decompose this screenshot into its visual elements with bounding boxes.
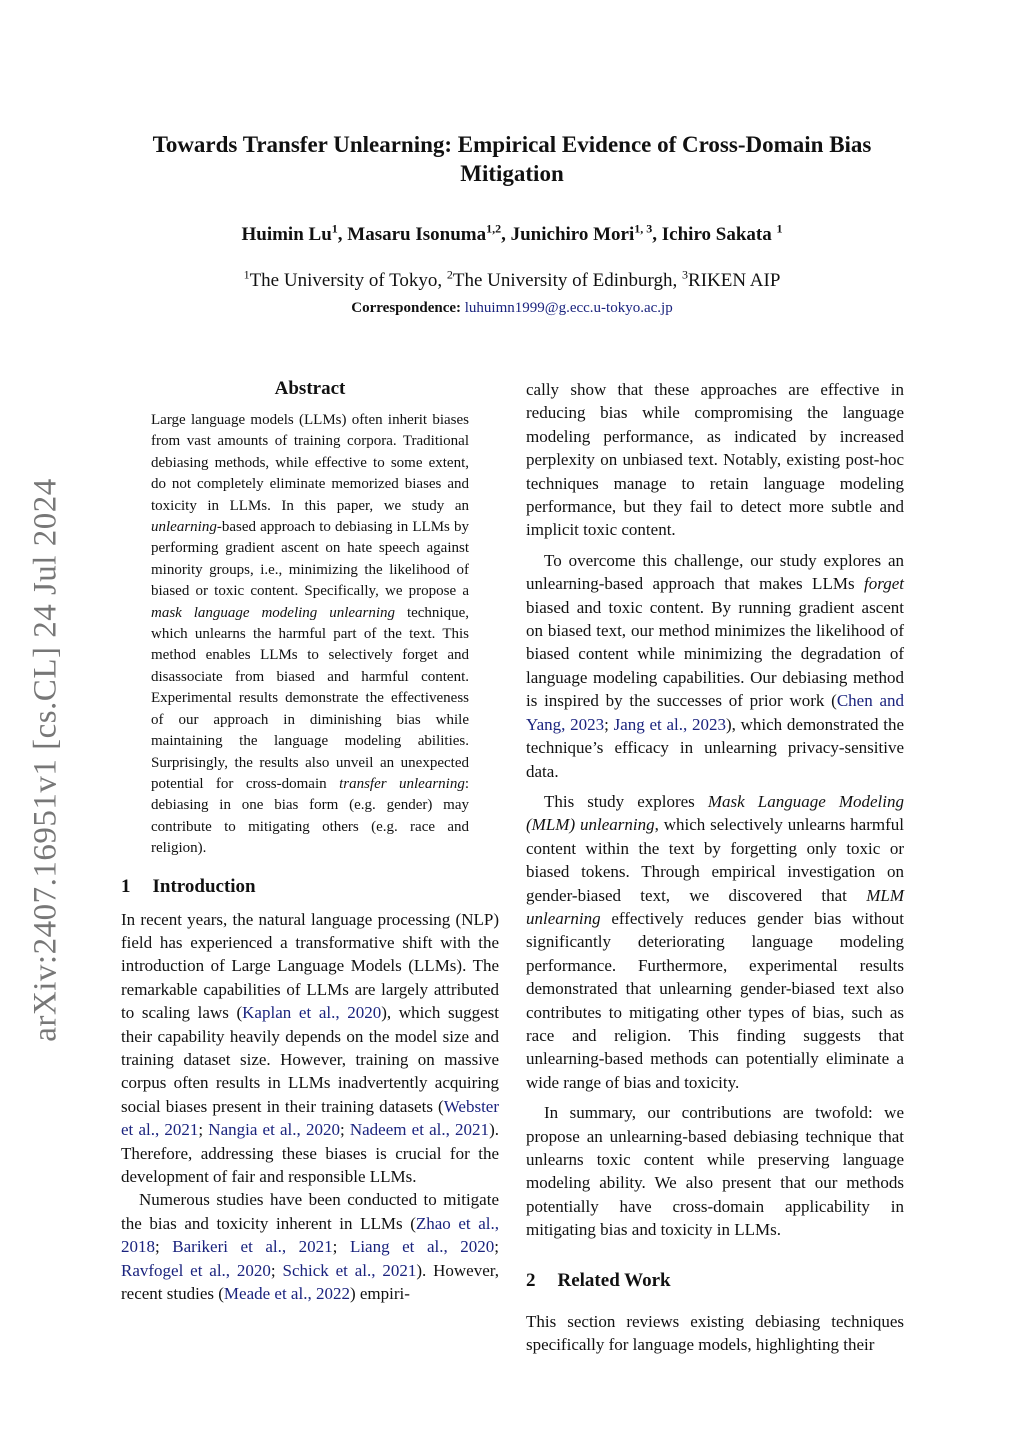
author-affiliation-mark: 1 [331, 221, 338, 236]
emphasis-text: transfer unlearning [339, 775, 465, 792]
paragraph [526, 1310, 904, 1357]
text-run: ). Therefore, addressing these biases is crucial for the development of fair and responsible LLMs. [121, 1120, 499, 1186]
emphasis-text: forget [864, 574, 904, 594]
section-number: 1 [121, 875, 131, 897]
text-run: In summary, our contributions are twofold: we propose an unlearning-based debiasing technique that unlearns toxic content while preserving language modeling ability. We also present that our methods potentially have cross-domain applicability in mitigating bias and toxicity in LLMs. [526, 1103, 904, 1240]
text-run: ; [494, 1237, 499, 1257]
text-run: , which selectively unlearns harmful content within the text by forgetting only toxic or biased tokens. Through empirical investigation on gender-biased text, we discovered that [526, 815, 904, 905]
paper-title: Towards Transfer Unlearning: Empirical Evidence of Cross-Domain Bias Mitigation [152, 132, 872, 186]
citation-link[interactable]: Jang et al., 2023 [613, 714, 726, 734]
section-number: 2 [526, 1269, 536, 1291]
paragraph [121, 908, 499, 1189]
text-run: ; [339, 1120, 350, 1140]
citation-link[interactable]: Zhao et al., 2018 [121, 1213, 500, 1257]
author-affiliation-mark: 1 [776, 221, 783, 236]
arxiv-identifier: arXiv:2407.16951v1 [cs.CL] 24 Jul 2024 [27, 478, 64, 1042]
correspondence-label: Correspondence: [351, 300, 462, 316]
affiliation-name: RIKEN AIP [688, 270, 781, 291]
text-run: ; [155, 1237, 173, 1257]
text-run: ), which demonstrated the technique’s efficacy in unlearning privacy-sensitive data. [526, 714, 904, 781]
text-run: Numerous studies have been conducted to mitigate the bias and toxicity inherent in LLMs ( [121, 1190, 499, 1233]
correspondence-email[interactable]: luhuimn1999@g.ecc.u-tokyo.ac.jp [464, 300, 673, 316]
section-title: Introduction [152, 875, 256, 897]
citation-link[interactable]: Schick et al., 2021 [282, 1260, 417, 1280]
citation-link[interactable]: Kaplan et al., 2020 [242, 1003, 382, 1023]
author-affiliation-mark: 1,2 [486, 221, 502, 236]
affiliation-name: The University of Edinburgh [452, 270, 673, 291]
affiliation-mark: 3 [682, 267, 689, 282]
author-name: Masaru Isonuma [347, 224, 487, 245]
related-work-body [526, 1310, 904, 1357]
citation-link[interactable]: Nadeem et al., 2021 [349, 1120, 490, 1140]
introduction-body [121, 908, 499, 1306]
text-run: effectively reduces gender bias without significantly deteriorating language modeling performance. Furthermore, experimental results demonstrated that unlearning gender-biased text also contributes to mitigating other types of bias, such as race and religion. This finding suggests that unlearning-based methods can potentially eliminate a wide range of bias and toxicity. [526, 908, 904, 1092]
author-name: Ichiro Sakata [661, 224, 777, 245]
affiliation-name: The University of Tokyo [249, 270, 438, 291]
paragraph [526, 378, 904, 542]
abstract-paragraph [151, 410, 469, 860]
section-title: Related Work [557, 1269, 671, 1291]
text-run: biased and toxic content. By running gradient ascent on biased text, our method minimizes the likelihood of biased content while minimizing the degradation of language modeling capabilities. Our debiasing method is inspired by the successes of prior work ( [526, 597, 904, 711]
section-heading-related-work [526, 1268, 904, 1294]
abstract-body [151, 410, 469, 860]
citation-link[interactable]: Nangia et al., 2020 [208, 1120, 340, 1140]
right-column [526, 378, 904, 1356]
affiliation-list [100, 268, 924, 294]
arxiv-sidebar [16, 460, 76, 1060]
affiliation-mark: 2 [446, 267, 453, 282]
text-run: This study explores [544, 791, 708, 811]
emphasis-text: Mask Language Modeling (MLM) unlearning [526, 791, 904, 835]
emphasis-text: mask language modeling unlearning [151, 604, 396, 621]
separator: , [652, 224, 662, 245]
citation-link[interactable]: Webster et al., 2021 [121, 1096, 499, 1140]
section-heading-introduction [121, 874, 499, 900]
abstract-heading: Abstract [274, 378, 346, 399]
text-run: ; [604, 714, 614, 734]
author-list [100, 222, 924, 248]
citation-link[interactable]: Ravfogel et al., 2020 [121, 1260, 271, 1280]
paragraph [526, 549, 904, 783]
text-run: technique, which unlearns the harmful part of the text. This method enables LLMs to selectively forget and disassociate from biased and harmful content. Experimental results demonstrate the effectiveness of our approach in diminishing bias while maintaining the language modeling abilities. Surprisingly, the results also unveil an unexpected potential for cross-domain [151, 604, 469, 792]
text-run: ) empiri- [349, 1284, 410, 1304]
author-affiliation-mark: 1, 3 [634, 221, 653, 236]
separator: , [337, 224, 348, 245]
text-run: cally show that these approaches are effective in reducing bias while compromising the language modeling performance, as indicated by increased perplexity on unbiased text. Notably, existing post-hoc techniques manage to retain language modeling performance, but they fail to detect more subtle and implicit toxic content. [526, 380, 904, 540]
text-run: ; [198, 1120, 209, 1140]
text-run: ). However, recent studies ( [121, 1260, 499, 1304]
author-name: Huimin Lu [241, 224, 332, 245]
correspondence-line [100, 298, 924, 318]
text-run: To overcome this challenge, our study explores an unlearning-based approach that makes LLMs [526, 550, 904, 594]
text-run: ), which suggest their capability heavily depends on the model size and training dataset size. However, training on massive corpus often results in LLMs inadvertently acquiring social biases present in their training datasets ( [121, 1003, 499, 1116]
introduction-continued [526, 378, 904, 1242]
text-run: -based approach to debiasing in LLMs by performing gradient ascent on hate speech against minority groups, i.e., minimizing the likelihood of biased or toxic content. Specifically, we propose a [151, 519, 469, 600]
separator: , [501, 224, 511, 245]
text-run: ; [270, 1260, 283, 1280]
paragraph [526, 1101, 904, 1241]
separator: , [437, 270, 447, 291]
text-run: This section reviews existing debiasing techniques specifically for language models, highlighting their [526, 1311, 904, 1355]
author-name: Junichiro Mori [510, 224, 635, 245]
citation-link[interactable]: Barikeri et al., 2021 [172, 1237, 333, 1257]
citation-link[interactable]: Liang et al., 2020 [349, 1237, 495, 1257]
text-run: Large language models (LLMs) often inherit biases from vast amounts of training corpora. Traditional debiasing methods, while effective to some extent, do not completely eliminate memorized biases and toxicity in LLMs. In this paper, we study an [151, 412, 469, 514]
emphasis-text: MLM unlearning [526, 885, 904, 928]
paragraph [526, 790, 904, 1094]
affiliation-mark: 1 [243, 267, 250, 282]
text-run: In recent years, the natural language processing (NLP) field has experienced a transformative shift with the introduction of Large Language Models (LLMs). The remarkable capabilities of LLMs are largely attributed to scaling laws ( [121, 909, 499, 1023]
left-column [121, 376, 499, 1305]
citation-link[interactable]: Meade et al., 2022 [223, 1284, 350, 1304]
emphasis-text: unlearning [151, 519, 217, 536]
separator: , [672, 270, 683, 291]
paragraph [121, 1188, 499, 1305]
citation-link[interactable]: Chen and Yang, 2023 [526, 691, 904, 734]
text-run: : debiasing in one bias form (e.g. gender) may contribute to mitigating others (e.g. race and religion). [151, 775, 469, 857]
text-run: ; [332, 1237, 350, 1257]
